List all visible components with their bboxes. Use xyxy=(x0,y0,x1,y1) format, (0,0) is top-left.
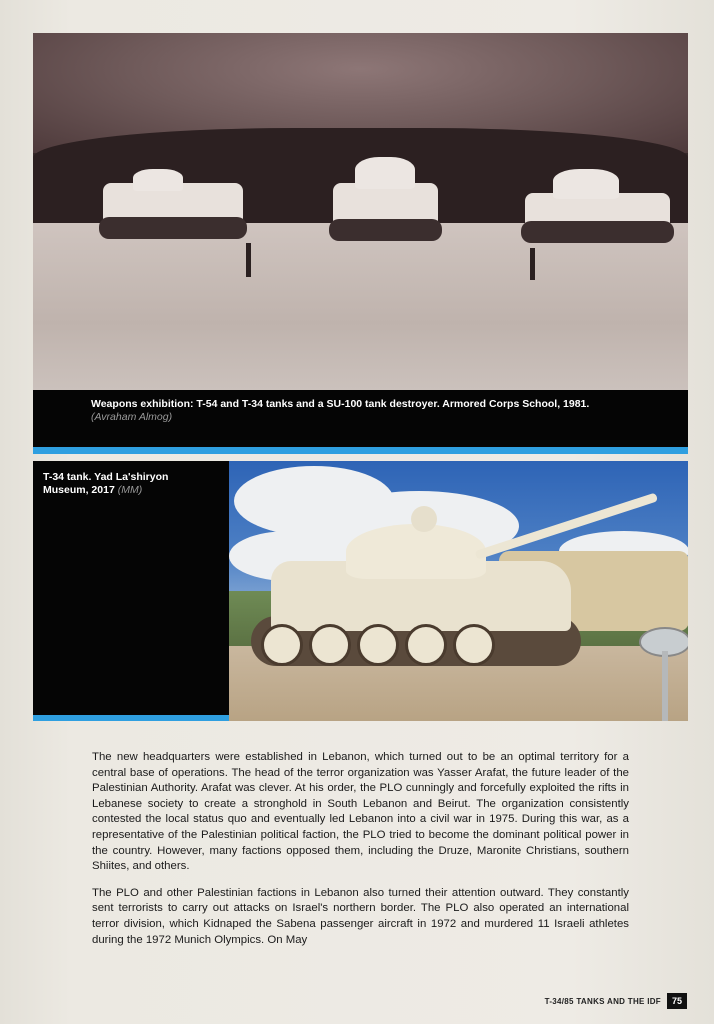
t34-museum-photo xyxy=(229,461,688,721)
figure1-caption: Weapons exhibition: T-54 and T-34 tanks and a SU-100 tank destroyer. Armored Corps School, 1981. (Avraham Almog) xyxy=(91,398,590,423)
sign-post xyxy=(662,651,668,721)
t54-tank xyxy=(525,193,670,237)
accent-bar xyxy=(33,715,229,721)
photo-ground xyxy=(33,223,688,390)
display-pole xyxy=(530,248,535,280)
figure1-caption-box xyxy=(33,390,688,447)
figure2-caption: T-34 tank. Yad La'shiryon Museum, 2017 (MM) xyxy=(43,471,169,496)
display-pole xyxy=(246,243,251,277)
figure2-caption-box xyxy=(33,461,229,715)
page-footer xyxy=(545,993,687,1009)
figure1-credit: (Avraham Almog) xyxy=(91,411,173,423)
paragraph: The PLO and other Palestinian factions in Lebanon also turned their attention outward. They constantly sent terrorists to carry out attacks on Israel's northern border. The PLO also operated an international terror division, which Kidnaped the Sabena passenger aircraft in 1972 and murdered 11 Israeli athletes during the 1972 Munich Olympics. On May xyxy=(92,886,629,946)
su100-tank-destroyer xyxy=(103,183,243,233)
running-title: T-34/85 TANKS AND THE IDF xyxy=(544,996,661,1006)
accent-bar xyxy=(33,447,688,454)
t34-tank xyxy=(333,183,438,235)
figure2-credit: (MM) xyxy=(117,484,143,496)
page-number: 75 xyxy=(667,993,687,1009)
t34-tank-photo xyxy=(251,506,671,706)
paragraph: The new headquarters were established in Lebanon, which turned out to be an optimal territory for a central base of operations. The head of the terror organization was Yasser Arafat, the future leader of the Palestinian Authority. Arafat was clever. At his order, the PLO cunningly and forcefully exploited the rifts in Lebanese society to create a stronghold in South Lebanon and Beirut. The organization consistently contested the local status quo and eventually led Lebanon into a civil war in 1975. During this war, as a representative of the Palestinian political faction, the PLO tried to become the dominant political power in the country. However, many factions opposed them, including the Druze, Maronite Christians, southern Shiites, and others. xyxy=(92,751,629,873)
body-text xyxy=(92,750,629,959)
exhibition-photo xyxy=(33,33,688,390)
